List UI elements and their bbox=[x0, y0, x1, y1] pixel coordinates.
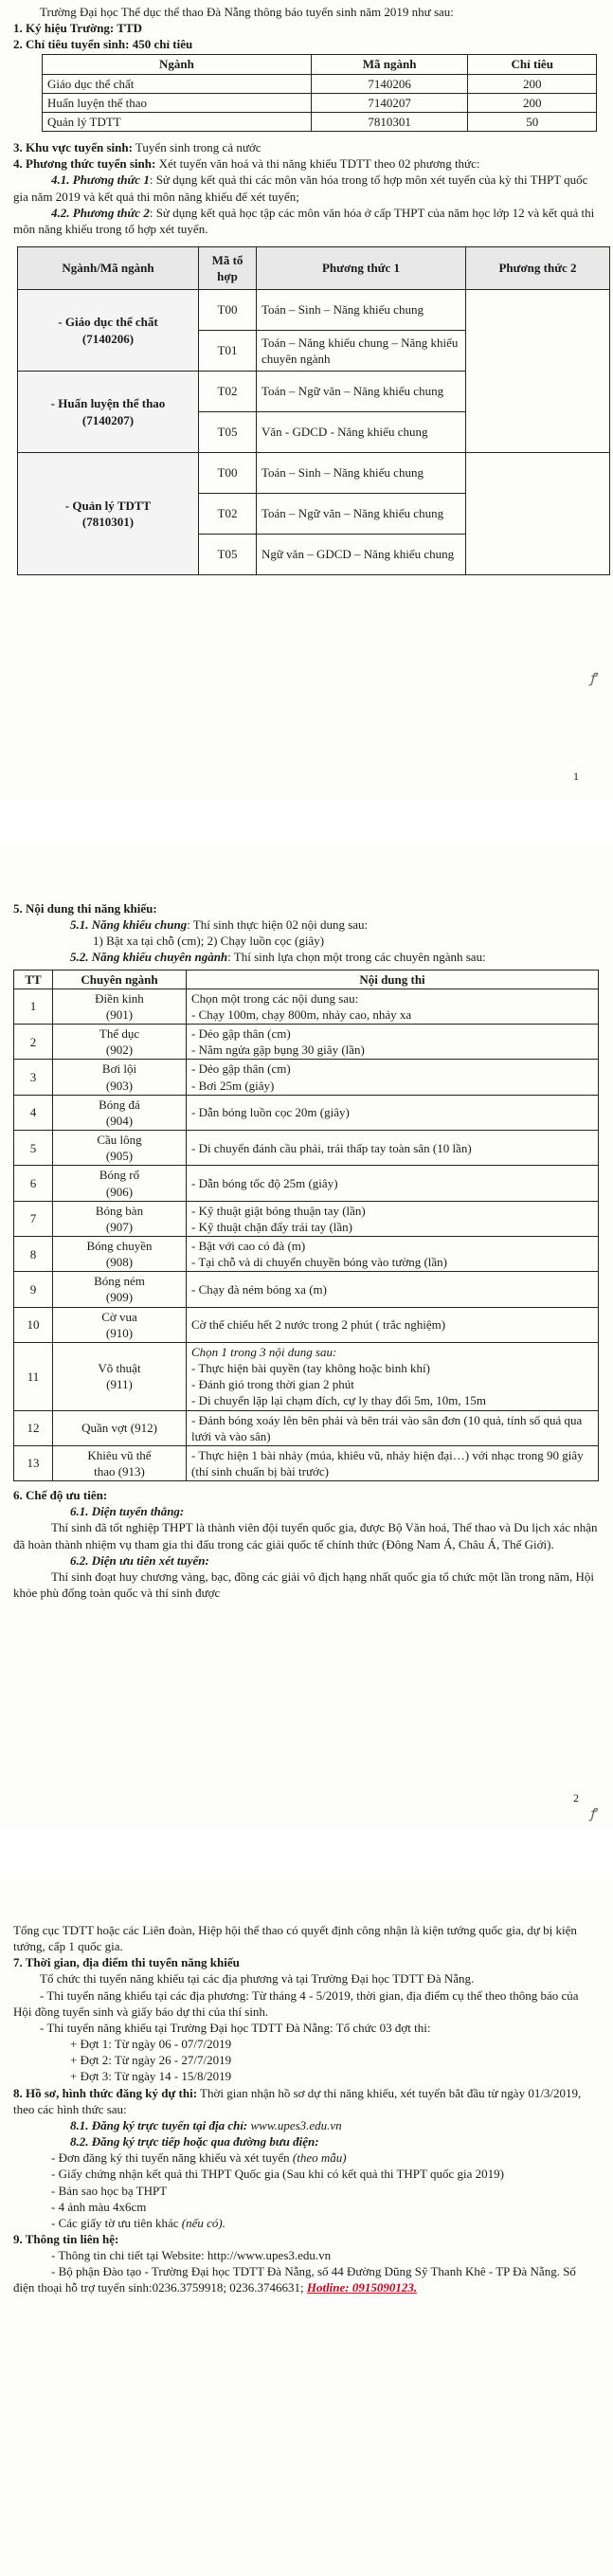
sport-content bbox=[187, 1307, 599, 1342]
table-row bbox=[14, 1342, 599, 1410]
continued-text: Tổng cục TDTT hoặc các Liên đoàn, Hiệp hội thể thao có quyết định công nhận là kiện tướng quốc gia, dự bị kiện tướng, cấp 1 quốc gia. bbox=[13, 1923, 577, 1954]
general-aptitude-text: : Thí sinh thực hiện 02 nội dung sau: bbox=[187, 917, 369, 933]
sport-row-number: 2 bbox=[14, 1025, 53, 1060]
sport-major bbox=[53, 1060, 187, 1095]
sport-content-line: - Kỹ thuật chặn đẩy trái tay (lần) bbox=[191, 1219, 353, 1234]
sport-major-line: Điền kinh bbox=[95, 990, 144, 1006]
sport-content-line: Chọn một trong các nội dung sau: bbox=[191, 990, 359, 1006]
subject-combination-table bbox=[17, 246, 610, 575]
direct-registration-heading: 8.2. Đăng ký trực tiếp hoặc qua đường bưu điện: bbox=[70, 2134, 319, 2150]
table-row bbox=[14, 1307, 599, 1342]
quota-major: Huấn luyện thể thao bbox=[43, 93, 312, 112]
page-number: 1 bbox=[573, 770, 579, 783]
contact-office bbox=[13, 2263, 600, 2295]
table-row bbox=[14, 1095, 599, 1130]
combo-code: T05 bbox=[199, 535, 257, 575]
required-doc-1-text: - Đơn đăng ký thi tuyển năng khiếu và xét tuyển bbox=[51, 2150, 293, 2166]
sport-table-header bbox=[14, 970, 599, 989]
method-1-label: 4.1. Phương thức 1 bbox=[51, 172, 150, 188]
section-8 bbox=[13, 2085, 600, 2117]
sport-content-line: - Di chuyển lặp lại chạm đích, cự ly thay đổi 5m, 10m, 15m bbox=[191, 1393, 487, 1408]
combo-code: T00 bbox=[199, 290, 257, 331]
round-1: + Đợt 1: Từ ngày 06 - 07/7/2019 bbox=[70, 2037, 232, 2052]
sport-major-line: Bơi lội bbox=[101, 1061, 137, 1077]
method-1 bbox=[13, 172, 600, 204]
specialized-aptitude-text: : Thí sinh lựa chọn một trong các chuyên ngành sau: bbox=[227, 950, 486, 965]
sport-exam-table bbox=[13, 970, 599, 1482]
page-number: 2 bbox=[573, 1791, 579, 1805]
sport-content-line: - Tại chỗ và di chuyển chuyền bóng vào tường (lần) bbox=[191, 1255, 447, 1270]
sport-row-number: 3 bbox=[14, 1060, 53, 1095]
round-3: + Đợt 3: Từ ngày 14 - 15/8/2019 bbox=[70, 2069, 232, 2084]
intro-text: Trường Đại học Thể dục thể thao Đà Nẵng thông báo tuyển sinh năm 2019 như sau: bbox=[40, 5, 454, 19]
table-row bbox=[14, 1445, 599, 1480]
combo-code: T01 bbox=[199, 331, 257, 372]
signature-mark: ꝭ bbox=[589, 1807, 596, 1822]
combo-header-cell: Phương thức 1 bbox=[257, 247, 466, 290]
sport-major bbox=[53, 1236, 187, 1271]
sport-header-cell: TT bbox=[14, 970, 53, 989]
sport-content-line: Cờ thế chiếu hết 2 nước trong 2 phút ( trắc nghiệm) bbox=[191, 1317, 446, 1333]
combo-code: T00 bbox=[199, 453, 257, 494]
required-doc-5-note: (nếu có). bbox=[181, 2215, 225, 2230]
required-doc-2: - Giấy chứng nhận kết quả thi THPT Quốc gia (Sau khi có kết quả thi THPT quốc gia 2019) bbox=[51, 2167, 504, 2182]
quota-header-cell: Ngành bbox=[43, 55, 312, 74]
sport-major-line: Bóng chuyền bbox=[86, 1238, 153, 1253]
sport-major-line: Khiêu vũ thể bbox=[87, 1447, 152, 1462]
combo-major-cell bbox=[18, 290, 199, 372]
sport-table-body bbox=[14, 989, 599, 1480]
table-row bbox=[14, 1166, 599, 1201]
online-registration-label: 8.1. Đăng ký trực tuyến tại địa chỉ: bbox=[70, 2117, 248, 2132]
sport-content-line: - Dẫn bóng luồn cọc 20m (giây) bbox=[191, 1105, 350, 1120]
combo-subjects: Toán – Ngữ văn – Năng khiếu chung bbox=[257, 372, 466, 412]
required-doc-5-text: - Các giấy tờ ưu tiên khác bbox=[51, 2215, 182, 2230]
sport-major-line: (907) bbox=[105, 1219, 134, 1234]
sport-major bbox=[53, 1095, 187, 1130]
combo-subjects: Toán – Năng khiếu chung – Năng khiếu chuyên ngành bbox=[257, 331, 466, 372]
sport-header-cell: Nội dung thi bbox=[187, 970, 599, 989]
sport-major-line: thao (913) bbox=[94, 1464, 145, 1478]
sport-content bbox=[187, 1131, 599, 1166]
sport-major-line: Quần vợt (912) bbox=[81, 1421, 157, 1436]
sport-row-number: 1 bbox=[14, 989, 53, 1024]
table-row bbox=[14, 1025, 599, 1060]
sport-row-number: 5 bbox=[14, 1131, 53, 1166]
table-row bbox=[18, 453, 610, 494]
required-doc-5 bbox=[13, 2215, 600, 2231]
sport-major bbox=[53, 989, 187, 1024]
sport-major bbox=[53, 1445, 187, 1480]
combo-code: T02 bbox=[199, 494, 257, 535]
priority-heading: 6.2. Diện ưu tiên xét tuyển: bbox=[70, 1552, 209, 1568]
section-7-heading: 7. Thời gian, địa điểm thi tuyển năng khiếu bbox=[13, 1955, 240, 1970]
general-aptitude-label: 5.1. Năng khiếu chung bbox=[70, 917, 188, 933]
quota-code: 7140206 bbox=[311, 74, 468, 93]
sport-major bbox=[53, 1272, 187, 1307]
sport-major bbox=[53, 1307, 187, 1342]
hotline[interactable]: Hotline: 0915090123. bbox=[306, 2280, 418, 2295]
direct-admission-text: Thí sinh đã tốt nghiệp THPT là thành viên đội tuyển quốc gia, được Bộ Văn hoá, Thể thao và Du lịch xác nhận đã hoàn thành nhiệm vụ tham gia thi đấu trong các giải quốc tế chính thức (Đông Nam Á, Châu Á, Thế Giới). bbox=[13, 1520, 598, 1551]
sport-major-line: (910) bbox=[105, 1325, 134, 1340]
required-doc-4: - 4 ảnh màu 4x6cm bbox=[51, 2199, 147, 2214]
sport-content bbox=[187, 989, 599, 1024]
sport-row-number: 13 bbox=[14, 1445, 53, 1480]
quota-major: Giáo dục thể chất bbox=[43, 74, 312, 93]
required-doc-3: - Bản sao học bạ THPT bbox=[51, 2183, 168, 2198]
combo-header-cell: Ngành/Mã ngành bbox=[18, 247, 199, 290]
method-2 bbox=[13, 205, 600, 237]
table-row bbox=[18, 290, 610, 331]
sport-content-line: - Dẫn bóng tốc độ 25m (giây) bbox=[191, 1175, 338, 1190]
sport-content bbox=[187, 1272, 599, 1307]
sport-major bbox=[53, 1410, 187, 1445]
sport-row-number: 10 bbox=[14, 1307, 53, 1342]
sport-major-line: (905) bbox=[105, 1149, 134, 1164]
page-2 bbox=[0, 845, 613, 1829]
section-5-heading: 5. Nội dung thi năng khiếu: bbox=[13, 901, 157, 916]
method-2-label: 4.2. Phương thức 2 bbox=[51, 205, 150, 220]
section-4-label: 4. Phương thức tuyển sinh: bbox=[13, 156, 156, 172]
general-aptitude bbox=[13, 916, 600, 933]
combo-major-name: - Huấn luyện thể thao bbox=[50, 396, 166, 411]
required-doc-1 bbox=[13, 2150, 600, 2166]
sport-major-line: Thể dục bbox=[99, 1026, 140, 1042]
sport-content-line: - Bật với cao có đà (m) bbox=[191, 1238, 306, 1253]
sport-row-number: 12 bbox=[14, 1410, 53, 1445]
sport-major-line: Cờ vua bbox=[101, 1309, 137, 1324]
sport-content-line: - Nằm ngửa gập bụng 30 giây (lần) bbox=[191, 1043, 365, 1058]
quota-code: 7140207 bbox=[311, 93, 468, 112]
section-7-para-3: - Thi tuyển năng khiếu tại Trường Đại học TDTT Đà Nẵng: Tổ chức 03 đợt thi: bbox=[40, 2020, 431, 2035]
sport-content-line: - Đánh bóng xoáy lên bên phải và bên trái vào sân đơn (10 quả, tính số quả qua lưới và vào sân) bbox=[191, 1412, 583, 1443]
online-registration-link[interactable]: www.upes3.edu.vn bbox=[247, 2117, 342, 2132]
combo-code: T05 bbox=[199, 412, 257, 453]
sport-major bbox=[53, 1025, 187, 1060]
sport-content-line: - Di chuyển đánh cầu phải, trái thấp tay toàn sân (10 lần) bbox=[191, 1140, 472, 1155]
combo-method-2-cell bbox=[466, 290, 610, 453]
sport-content-line: - Kỹ thuật giật bóng thuận tay (lần) bbox=[191, 1203, 366, 1218]
section-1-heading: 1. Ký hiệu Trường: TTD bbox=[13, 21, 142, 36]
section-8-label: 8. Hồ sơ, hình thức đăng ký dự thi: bbox=[13, 2085, 198, 2100]
section-3-text: Tuyển sinh trong cả nước bbox=[132, 140, 261, 155]
table-row bbox=[43, 93, 597, 112]
combo-major-code: (7810301) bbox=[81, 515, 135, 530]
combo-header-cell: Phương thức 2 bbox=[466, 247, 610, 290]
combo-subjects: Toán – Sinh – Năng khiếu chung bbox=[257, 453, 466, 494]
priority-text: Thí sinh đoạt huy chương vàng, bạc, đồng các giải vô địch hạng nhất quốc gia tổ chức một lần trong năm, Hội khỏe phù đổng toàn quốc và thí sinh được bbox=[13, 1569, 594, 1601]
table-row bbox=[14, 1410, 599, 1445]
sport-content bbox=[187, 1236, 599, 1271]
section-7-para-1: Tổ chức thi tuyển năng khiếu tại các địa phương và tại Trường Đại học TDTT Đà Nẵng. bbox=[40, 1971, 475, 1986]
sport-row-number: 7 bbox=[14, 1201, 53, 1236]
table-row bbox=[14, 1060, 599, 1095]
sport-row-number: 11 bbox=[14, 1342, 53, 1410]
combo-subjects: Văn - GDCD - Năng khiếu chung bbox=[257, 412, 466, 453]
sport-content bbox=[187, 1342, 599, 1410]
table-row bbox=[43, 74, 597, 93]
combo-major-code: (7140206) bbox=[81, 331, 135, 346]
sport-row-number: 9 bbox=[14, 1272, 53, 1307]
sport-major bbox=[53, 1201, 187, 1236]
sport-major-line: (906) bbox=[105, 1184, 134, 1199]
sport-content-line: - Chạy đà ném bóng xa (m) bbox=[191, 1281, 327, 1297]
required-doc-1-note: (theo mẫu) bbox=[292, 2150, 347, 2166]
sport-row-number: 6 bbox=[14, 1166, 53, 1201]
specialized-aptitude-label: 5.2. Năng khiếu chuyên ngành bbox=[70, 950, 228, 965]
section-7-para-2: - Thi tuyển năng khiếu tại các địa phương: Từ tháng 4 - 5/2019, thời gian, địa điểm cụ thể theo thông báo của Hội đồng tuyển sinh và giấy báo dự thi của thí sinh. bbox=[13, 1987, 579, 2019]
combo-major-name: - Quản lý TDTT bbox=[64, 498, 152, 513]
sport-major-line: (909) bbox=[105, 1290, 134, 1305]
sport-content-line: - Dẻo gập thân (cm) bbox=[191, 1061, 291, 1077]
quota-major: Quản lý TDTT bbox=[43, 112, 312, 131]
general-aptitude-items: 1) Bật xa tại chỗ (cm); 2) Chạy luồn cọc (giây) bbox=[93, 934, 325, 949]
online-registration bbox=[13, 2117, 600, 2133]
sport-major-line: (911) bbox=[106, 1377, 133, 1392]
sport-major-line: Cầu lông bbox=[97, 1133, 142, 1148]
sport-content-line: - Đánh gió trong thời gian 2 phút bbox=[191, 1377, 354, 1392]
combo-header-cell: Mã tổ hợp bbox=[199, 247, 257, 290]
sport-major-line: Bóng bàn bbox=[95, 1203, 144, 1218]
sport-content bbox=[187, 1095, 599, 1130]
method-2-text: : Sử dụng kết quả học tập các môn văn hóa ở cấp THPT của năm học lớp 12 và kết quả thi môn năng khiếu trong tổ hợp xét tuyển. bbox=[13, 205, 595, 236]
table-row bbox=[14, 1201, 599, 1236]
method-1-text: : Sử dụng kết quả thi các môn văn hóa trong tổ hợp môn xét tuyển của kỳ thi THPT quốc gia năm 2019 và kết quả thi môn năng khiếu để xét tuyển; bbox=[13, 172, 588, 204]
page-1 bbox=[0, 0, 613, 800]
sport-major-line: (904) bbox=[105, 1113, 134, 1128]
combo-subjects: Ngữ văn – GDCD – Năng khiếu chung bbox=[257, 535, 466, 575]
combo-table-header bbox=[18, 247, 610, 290]
section-3 bbox=[13, 139, 600, 155]
signature-mark: ꝭ bbox=[589, 672, 596, 686]
sport-content-line: - Chạy 100m, chạy 800m, nhảy cao, nhảy xa bbox=[191, 1007, 412, 1022]
table-row bbox=[43, 112, 597, 131]
combo-major-name: - Giáo dục thể chất bbox=[58, 315, 158, 330]
sport-major-line: Bóng rổ bbox=[99, 1168, 140, 1183]
sport-header-cell: Chuyên ngành bbox=[53, 970, 187, 989]
table-row bbox=[14, 1236, 599, 1271]
specialized-aptitude bbox=[13, 949, 600, 965]
table-row bbox=[14, 1131, 599, 1166]
section-9-heading: 9. Thông tin liên hệ: bbox=[13, 2231, 119, 2246]
table-row bbox=[14, 989, 599, 1024]
section-6-heading: 6. Chế độ ưu tiên: bbox=[13, 1488, 108, 1503]
sport-content-line: Chọn 1 trong 3 nội dung sau: bbox=[191, 1344, 337, 1359]
sport-major-line: Bóng đá bbox=[99, 1097, 140, 1112]
quota-table-header bbox=[43, 55, 597, 74]
table-row bbox=[14, 1272, 599, 1307]
section-2-heading: 2. Chỉ tiêu tuyển sinh: 450 chỉ tiêu bbox=[13, 37, 193, 52]
quota-header-cell: Chỉ tiêu bbox=[468, 55, 597, 74]
section-4 bbox=[13, 155, 600, 172]
quota-table bbox=[42, 54, 597, 132]
quota-code: 7810301 bbox=[311, 112, 468, 131]
sport-row-number: 8 bbox=[14, 1236, 53, 1271]
sport-content bbox=[187, 1025, 599, 1060]
sport-major-line: Võ thuật bbox=[98, 1361, 141, 1376]
sport-major-line: (903) bbox=[105, 1078, 134, 1093]
sport-content bbox=[187, 1445, 599, 1480]
sport-content-line: - Dẻo gập thân (cm) bbox=[191, 1026, 291, 1042]
combo-subjects: Toán – Ngữ văn – Năng khiếu chung bbox=[257, 494, 466, 535]
quota-count: 200 bbox=[468, 74, 597, 93]
direct-admission-heading: 6.1. Diện tuyển thẳng: bbox=[70, 1504, 185, 1519]
sport-content bbox=[187, 1166, 599, 1201]
combo-code: T02 bbox=[199, 372, 257, 412]
combo-major-cell bbox=[18, 372, 199, 453]
round-2: + Đợt 2: Từ ngày 26 - 27/7/2019 bbox=[70, 2053, 232, 2068]
sport-row-number: 4 bbox=[14, 1095, 53, 1130]
section-3-label: 3. Khu vực tuyển sinh: bbox=[13, 140, 133, 155]
sport-content-line: - Thực hiện 1 bài nhảy (múa, khiêu vũ, nhảy hiện đại…) với nhạc trong 90 giây (thí sinh chuẩn bị bài trước) bbox=[191, 1447, 584, 1478]
section-4-text: Xét tuyển văn hoá và thi năng khiếu TDTT theo 02 phương thức: bbox=[155, 156, 480, 172]
sport-content bbox=[187, 1201, 599, 1236]
combo-major-code: (7140207) bbox=[81, 412, 135, 427]
sport-major-line: (901) bbox=[105, 1007, 134, 1022]
combo-subjects: Toán – Sinh – Năng khiếu chung bbox=[257, 290, 466, 331]
combo-method-2-cell bbox=[466, 453, 610, 575]
contact-office-text: - Bộ phận Đào tạo - Trường Đại học TDTT Đà Nẵng, số 44 Đường Dũng Sỹ Thanh Khê - TP Đà Nẵng. Số điện thoại hỗ trợ tuyển sinh:0236.3759918; 0236.3746631; bbox=[13, 2264, 576, 2295]
contact-website[interactable]: - Thông tin chi tiết tại Website: http://www.upes3.edu.vn bbox=[51, 2248, 332, 2263]
sport-major bbox=[53, 1131, 187, 1166]
page-gap bbox=[0, 800, 613, 845]
sport-content bbox=[187, 1060, 599, 1095]
section-8-text: Thời gian nhận hồ sơ dự thi năng khiếu, xét tuyển bắt đầu từ ngày 01/3/2019, theo các hình thức sau: bbox=[13, 2085, 582, 2116]
sport-content-line: - Bơi 25m (giây) bbox=[191, 1078, 275, 1093]
sport-major bbox=[53, 1342, 187, 1410]
page-3 bbox=[0, 1829, 613, 2576]
sport-major-line: (908) bbox=[105, 1255, 134, 1270]
sport-content-line: - Thực hiện bài quyền (tay không hoặc binh khí) bbox=[191, 1361, 430, 1376]
sport-major bbox=[53, 1166, 187, 1201]
sport-major-line: (902) bbox=[105, 1043, 134, 1058]
combo-major-cell bbox=[18, 453, 199, 575]
sport-major-line: Bóng ném bbox=[94, 1274, 145, 1289]
quota-count: 50 bbox=[468, 112, 597, 131]
sport-content bbox=[187, 1410, 599, 1445]
quota-count: 200 bbox=[468, 93, 597, 112]
quota-header-cell: Mã ngành bbox=[311, 55, 468, 74]
